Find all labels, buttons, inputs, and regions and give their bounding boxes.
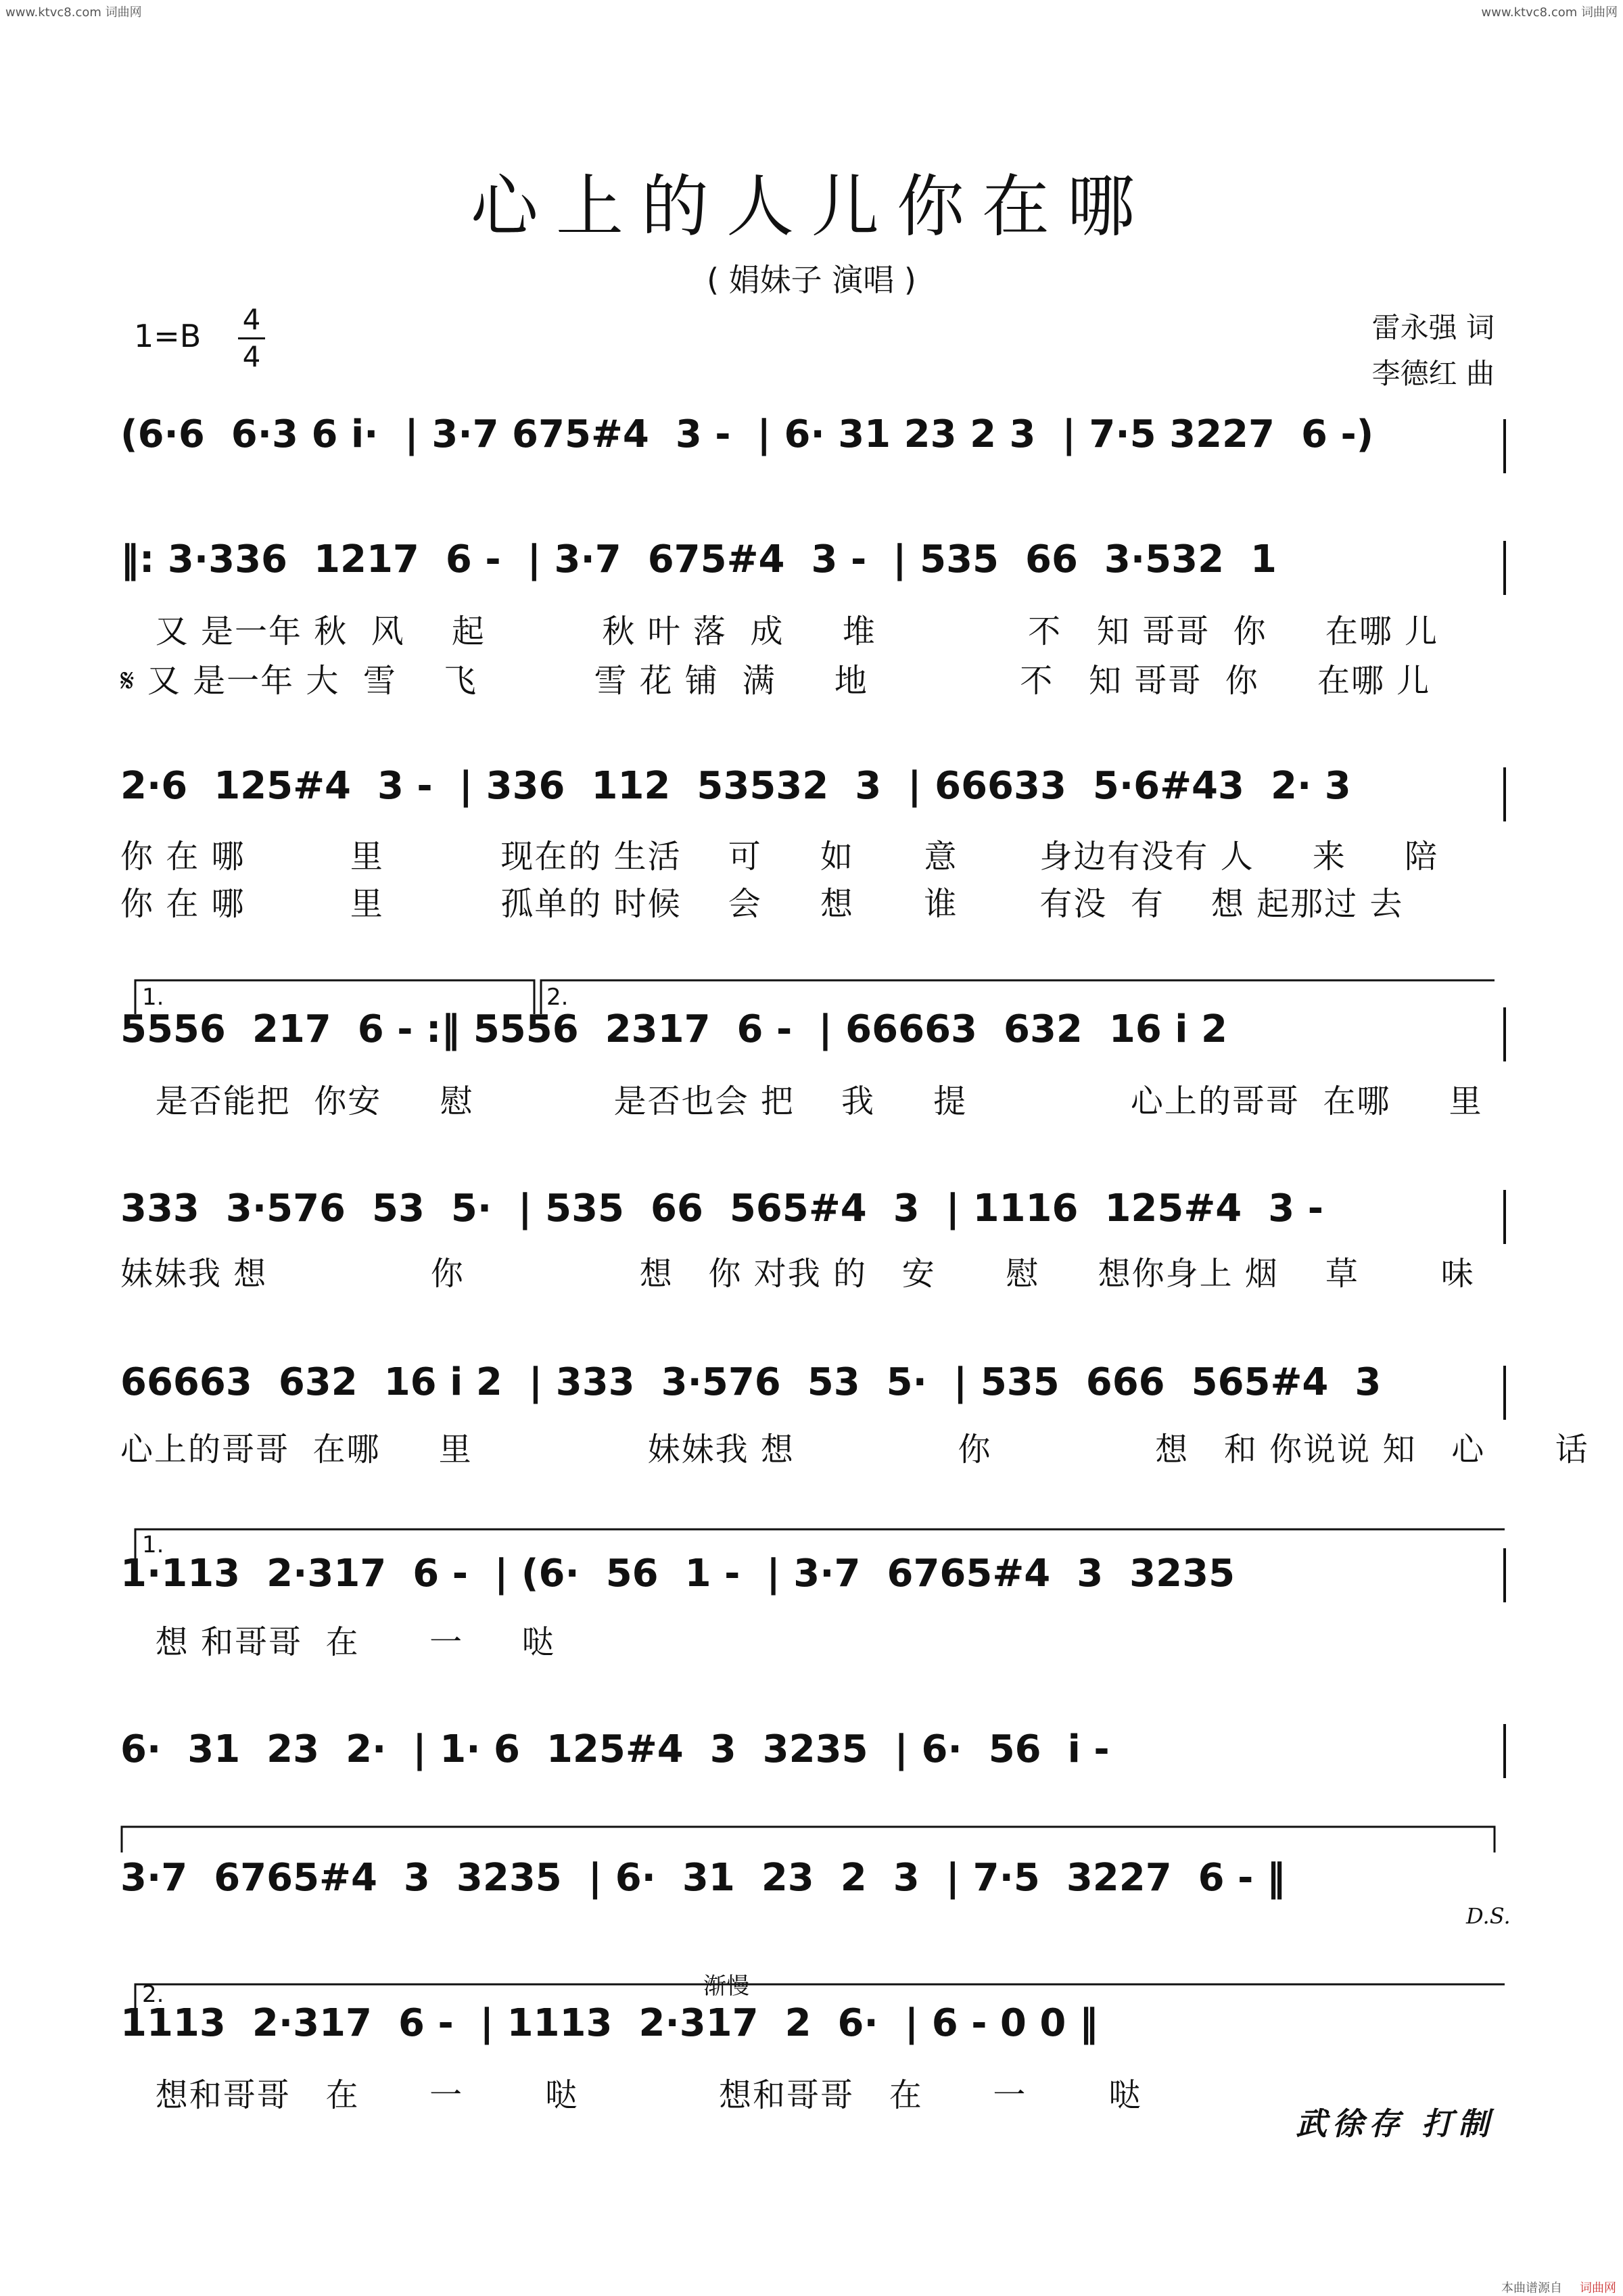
notes-line-5: 333 3·576 53 5· | 535 66 565#4 3 | 1116 125#4 3 -	[120, 1187, 1323, 1230]
lyricist: 雷永强 词	[1371, 311, 1495, 344]
lyric-line-1: 又 是一年 秋 风 起 秋 叶 落 成 堆 不 知 哥哥 你 在哪 儿	[120, 613, 1439, 650]
ds-marking: D.S.	[1466, 1903, 1511, 1929]
notes-line-7: 1·113 2·317 6 - | (6· 56 1 - | 3·7 6765#4 3 3235	[120, 1552, 1236, 1596]
watermark-left: www.ktvc8.com 词曲网	[5, 5, 142, 20]
volta-2b-label: 2.	[142, 1981, 164, 2008]
time-top: 4	[242, 303, 261, 336]
score-line-10	[120, 2001, 1507, 2069]
lyric-line-8: 想 和哥哥 在 一 哒	[120, 1623, 556, 1661]
composer: 李德红 曲	[1371, 357, 1495, 390]
notes-line-1: (6·6 6·3 6 i· | 3·7 675#4 3 - | 6· 31 23 2 3 | 7·5 3227 6 -)	[120, 412, 1374, 456]
score-line-5	[120, 1187, 1507, 1254]
score-line-7	[120, 1552, 1507, 1619]
singer: ( 娟妹子 演唱 )	[707, 262, 916, 298]
lyric-line-9: 想和哥哥 在 一 哒 想和哥哥 在 一 哒	[120, 2076, 1143, 2114]
score-line-9	[120, 1856, 1507, 1923]
lyric-line-6: 妹妹我 想 你 想 你 对我 的 安 慰 想你身上 烟 草 味	[120, 1255, 1475, 1293]
notes-line-3: 2·6 125#4 3 - | 336 112 53532 3 | 66633 5·6#43 2· 3	[120, 764, 1351, 808]
volta-1-label: 1.	[142, 984, 164, 1011]
notes-line-8: 6· 31 23 2· | 1· 6 125#4 3 3235 | 6· 56 i -	[120, 1727, 1110, 1771]
notes-line-10: 1113 2·317 6 - | 1113 2·317 2 6· | 6 - 0 0 ‖	[120, 2001, 1098, 2045]
notes-line-4: 5556 217 6 - :‖ 5556 2317 6 - | 66663 632 16 i 2	[120, 1007, 1227, 1051]
score-line-4	[120, 1007, 1507, 1075]
lyric-line-2: 𝄋 又 是一年 大 雪 飞 雪 花 铺 满 地 不 知 哥哥 你 在哪 儿	[120, 662, 1431, 700]
footer-source: 本曲谱源自	[1501, 2281, 1562, 2295]
key-signature: 1=B	[134, 318, 202, 354]
footer-site: 词曲网	[1580, 2281, 1616, 2295]
time-bottom: 4	[238, 337, 265, 375]
lyric-line-5: 是否能把 你安 慰 是否也会 把 我 提 心上的哥哥 在哪 里	[120, 1082, 1483, 1120]
score-line-6	[120, 1360, 1507, 1428]
notes-line-9: 3·7 6765#4 3 3235 | 6· 31 23 2 3 | 7·5 3227 6 - ‖	[120, 1856, 1286, 1900]
lyric-line-3: 你 在 哪 里 现在的 生活 可 如 意 身边有没有 人 来 陪	[120, 838, 1439, 876]
notes-line-6: 66663 632 16 i 2 | 333 3·576 53 5· | 535 666 565#4 3	[120, 1360, 1382, 1404]
engraver-signature: 武徐存 打制	[1295, 2105, 1495, 2142]
volta-2-label: 2.	[546, 984, 569, 1011]
volta-1b-label: 1.	[142, 1531, 164, 1558]
lyric-line-7: 心上的哥哥 在哪 里 妹妹我 想 你 想 和 你说说 知 心 话	[120, 1431, 1589, 1468]
song-title: 心上的人儿你在哪	[471, 167, 1152, 246]
coda-bracket	[122, 1827, 1495, 1852]
score-line-8	[120, 1727, 1507, 1795]
lyric-line-4: 你 在 哪 里 孤单的 时候 会 想 谁 有没 有 想 起那过 去	[120, 885, 1404, 923]
notes-line-2: ‖: 3·336 1217 6 - | 3·7 675#4 3 - | 535 66 3·532 1	[120, 537, 1277, 581]
tempo-slow-label: 渐慢	[703, 1973, 749, 2000]
watermark-right: www.ktvc8.com 词曲网	[1481, 5, 1618, 20]
